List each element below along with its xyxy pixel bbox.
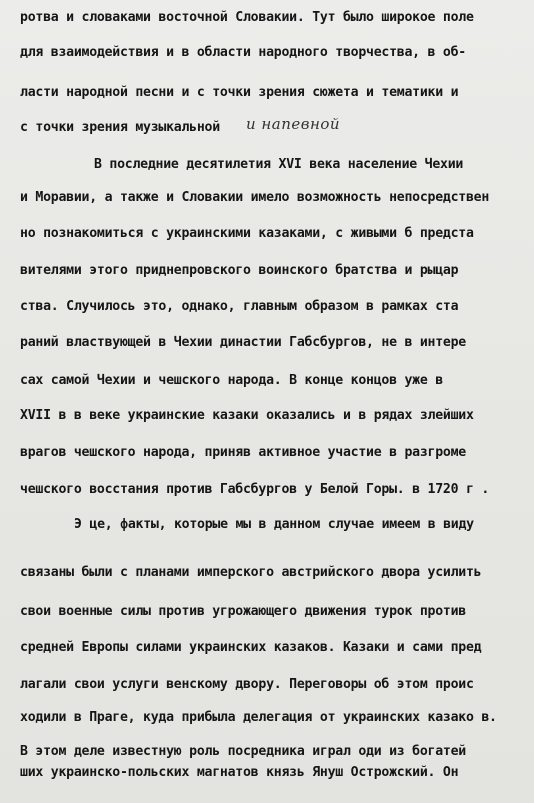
text-line-22: ших украинско-польских магнатов князь Януш Острожский. Он — [20, 765, 459, 780]
text-line-21: В этом деле известную роль посредника играл оди из богатей — [20, 744, 466, 759]
text-line-17: свои военные силы против угрожающего движения турок против — [20, 604, 466, 619]
text-line-6: и Моравии, а также и Словакии имело возможность непосредствен — [20, 190, 490, 205]
text-line-9: ства. Случилось это, однако, главным образом в рамках ста — [20, 299, 459, 314]
handwritten-note: и напевной — [246, 115, 341, 133]
text-line-2: для взаимодействия и в области народного творчеcтва, в об- — [20, 45, 466, 60]
text-line-14: чешского восстания против Габсбургов у Белой Горы. в 1720 г . — [20, 482, 490, 497]
text-line-15: Э це, факты, которые мы в данном случае имеем в виду — [74, 517, 474, 532]
text-line-8: вителями этого приднепровского воинского братства и рыцар — [20, 263, 459, 278]
text-line-1: ротва и словаками восточной Словакии. Тут было широкое поле — [20, 10, 474, 25]
text-line-7: но познакомиться с украинскими казаками, с живыми б предста — [20, 226, 474, 241]
text-line-16: связаны были с планами имперского австрийского двора усилить — [20, 565, 482, 580]
text-line-5: В последние десятилетия XVI века население Чехии — [94, 157, 464, 172]
text-line-11: сах самой Чехии и чешского народа. В конце концов уже в — [20, 373, 443, 388]
text-line-20: ходили в Праге, куда прибыла делегация от украинских казако в. — [20, 710, 497, 725]
text-line-18: средней Европы силами украинских казаков. Казаки и сами пред — [20, 640, 482, 655]
text-line-3: ласти народной песни и с точки зрения сюжета и тематики и — [20, 85, 459, 100]
text-line-4: с точки зрения музыкальной — [20, 120, 220, 135]
text-line-12: XVII в в веке украинские казаки оказались и в рядах злейших — [20, 408, 474, 423]
text-line-10: раний властвующей в Чехии династии Габсбургов, не в интере — [20, 335, 466, 350]
text-line-19: лагали свои услуги венскому двору. Переговоры об этом проис — [20, 677, 474, 692]
text-line-13: врагов чешского народа, приняв активное участие в разгроме — [20, 445, 466, 460]
